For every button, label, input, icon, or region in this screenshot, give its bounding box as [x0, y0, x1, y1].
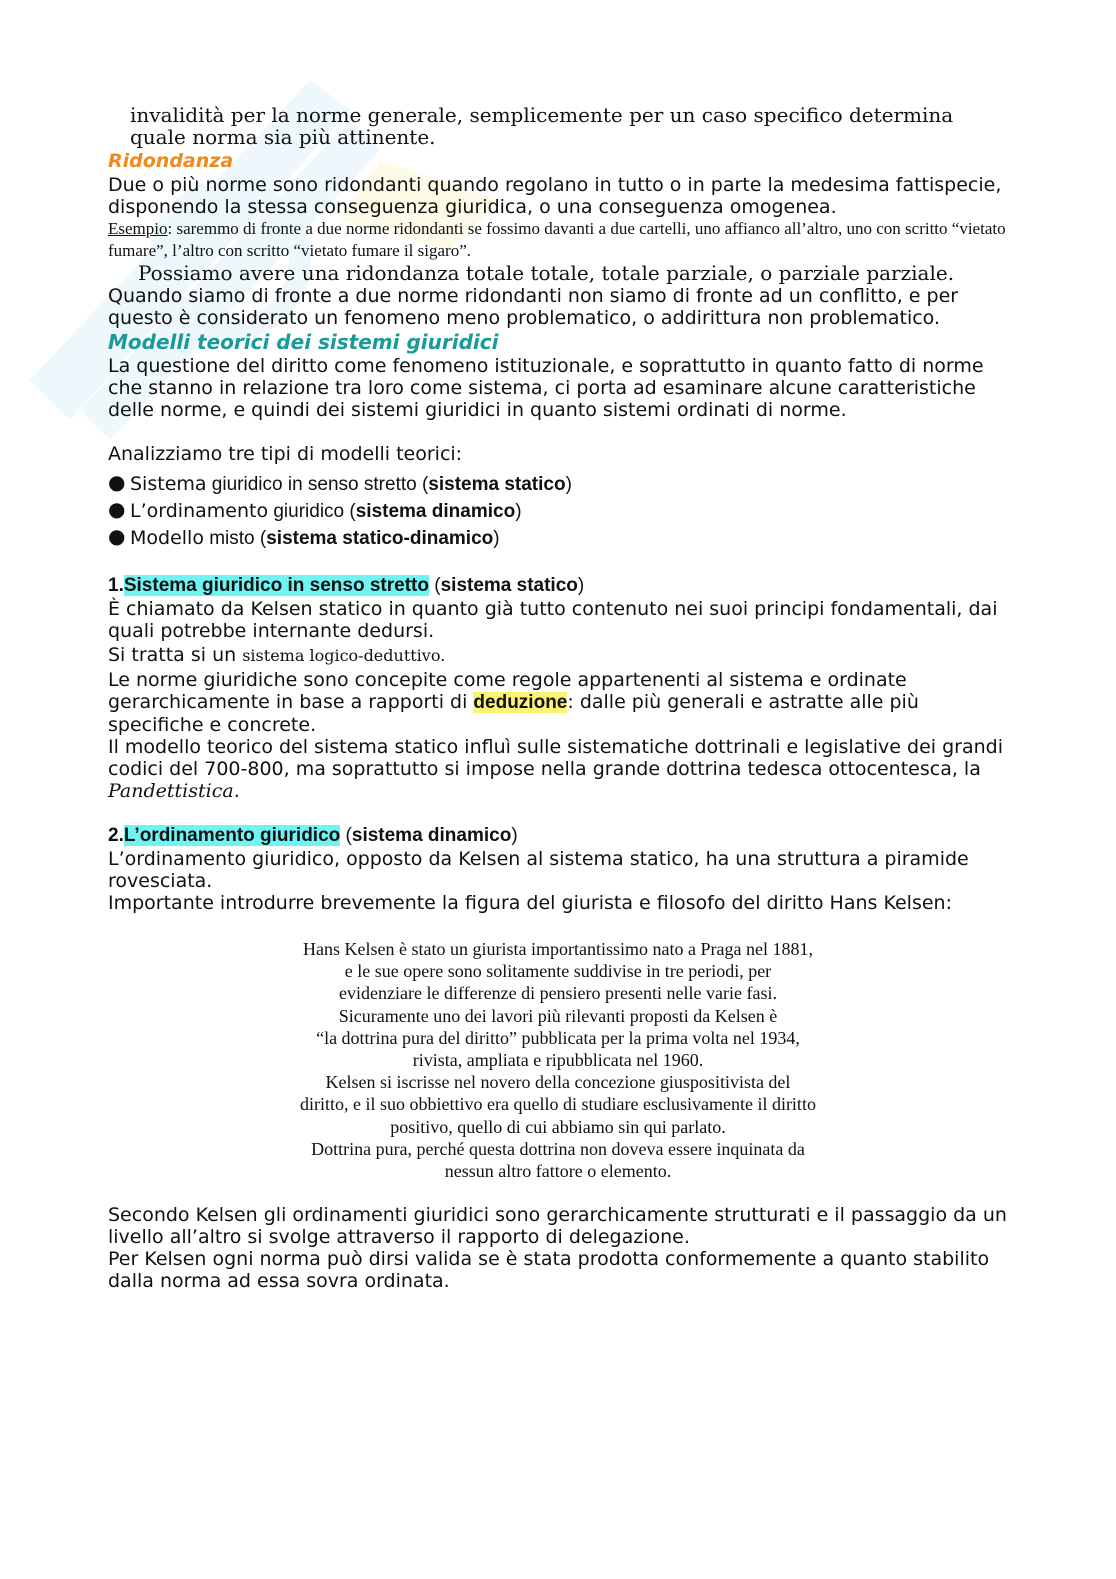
quote-line: Sicuramente uno dei lavori più rilevanti proposti da Kelsen è: [338, 1005, 778, 1026]
quote-line: Dottrina pura, perché questa dottrina non doveva essere inquinata da: [311, 1138, 805, 1159]
example-label: Esempio: [108, 219, 168, 238]
example-text: : saremmo di fronte a due norme ridondanti se fossimo davanti a due cartelli, uno affianco all’altro, uno con scritto “vietato fumare”, l’altro con scritto “vietato fumare il sigaro”.: [108, 219, 1006, 260]
statico-p1: È chiamato da Kelsen statico in quanto già tutto contenuto nei suoi principi fondamentali, dai quali potrebbe internante dedursi.: [108, 598, 998, 642]
highlighted-title: Sistema giuridico in senso stretto: [123, 575, 429, 596]
ridondanza-conflict: Quando siamo di fronte a due norme ridondanti non siamo di fronte ad un conflitto, e per questo è considerato un fenomeno meno problematico, o addirittura non problematico.: [108, 285, 959, 329]
quote-line: Hans Kelsen è stato un giurista importantissimo nato a Praga nel 1881,: [303, 939, 813, 959]
models-list: [108, 471, 1008, 552]
heading-sistema-statico: 1.Sistema giuridico in senso stretto (sistema statico): [108, 575, 585, 596]
dinamico-p2: Importante introdurre brevemente la figura del giurista e filosofo del diritto Hans Kelsen:: [108, 892, 952, 914]
intro-line-1: invalidità per la norme generale, semplicemente per un caso specifico determina: [130, 103, 954, 127]
quote-line: evidenziare le differenze di pensiero presenti nelle varie fasi.: [339, 983, 777, 1004]
conclusion-p2: Per Kelsen ogni norma può dirsi valida se è stata prodotta conformemente a quanto stabilito dalla norma ad essa sovra ordinata.: [108, 1248, 990, 1293]
highlighted-word: deduzione: [473, 692, 568, 713]
modelli-intro: La questione del diritto come fenomeno istituzionale, e soprattutto in quanto fatto di norme che stanno in relazione tra loro come sistema, ci porta ad esaminare alcune caratteristiche delle norme, e quindi dei sistemi giuridici in quanto sistemi ordinati di norme.: [108, 355, 984, 421]
ridondanza-example: [108, 218, 1008, 262]
bullet-icon: ●: [108, 497, 126, 521]
conclusion-p1: Secondo Kelsen gli ordinamenti giuridici sono gerarchicamente strutturati e il passaggio da un livello all’altro si svolge attraverso il rapporto di delegazione.: [108, 1204, 1007, 1249]
heading-modelli: Modelli teorici dei sistemi giuridici: [108, 330, 499, 354]
heading-ridondanza: Ridondanza: [108, 150, 234, 172]
quote-line: Kelsen si iscrisse nel novero della concezione giuspositivista del: [325, 1072, 791, 1093]
list-item: ● Sistema giuridico in senso stretto (sistema statico): [108, 470, 572, 495]
statico-p3: Le norme giuridiche sono concepite come regole appartenenti al sistema e ordinate gerarchicamente in base a rapporti di deduzione: dalle più generali e astratte alle più specifiche e concrete.: [108, 669, 919, 736]
modelli-list-intro: Analizziamo tre tipi di modelli teorici:: [108, 443, 463, 465]
quote-line: “la dottrina pura del diritto” pubblicata per la prima volta nel 1934,: [316, 1027, 800, 1048]
statico-p4: Il modello teorico del sistema statico influì sulle sistematiche dottrinali e legislative dei grandi codici del 700-800, ma soprattutto si impose nella grande dottrina tedesca ottocentesca, la Pandettistica.: [108, 736, 1003, 802]
highlighted-title: L’ordinamento giuridico: [123, 825, 341, 846]
list-item: ● L’ordinamento giuridico (sistema dinamico): [108, 497, 522, 522]
list-item: ● Modello misto (sistema statico-dinamico): [108, 524, 500, 549]
intro-line-2: quale norma sia più attinente.: [130, 125, 436, 149]
quote-line: rivista, ampliata e ripubblicata nel 1960.: [412, 1050, 704, 1071]
quote-line: diritto, e il suo obbiettivo era quello di studiare esclusivamente il diritto: [300, 1094, 816, 1115]
kelsen-quote: [108, 938, 1008, 1182]
statico-p2: Si tratta si un sistema logico-deduttivo.: [108, 644, 446, 666]
document-page: [108, 104, 1008, 1292]
bullet-icon: ●: [108, 524, 126, 548]
quote-line: positivo, quello di cui abbiamo sin qui parlato.: [390, 1116, 726, 1137]
quote-line: nessun altro fattore o elemento.: [444, 1161, 672, 1182]
quote-line: e le sue opere sono solitamente suddivise in tre periodi, per: [344, 961, 772, 982]
bullet-icon: ●: [108, 470, 126, 494]
heading-ordinamento-dinamico: 2.L’ordinamento giuridico (sistema dinamico): [108, 825, 518, 846]
ridondanza-types: Possiamo avere una ridondanza totale totale, totale parziale, o parziale parziale.: [138, 261, 955, 285]
dinamico-p1: L’ordinamento giuridico, opposto da Kelsen al sistema statico, ha una struttura a piramide rovesciata.: [108, 848, 969, 892]
ridondanza-definition: Due o più norme sono ridondanti quando regolano in tutto o in parte la medesima fattispecie, disponendo la stessa conseguenza giuridica, o una conseguenza omogenea.: [108, 174, 1002, 218]
